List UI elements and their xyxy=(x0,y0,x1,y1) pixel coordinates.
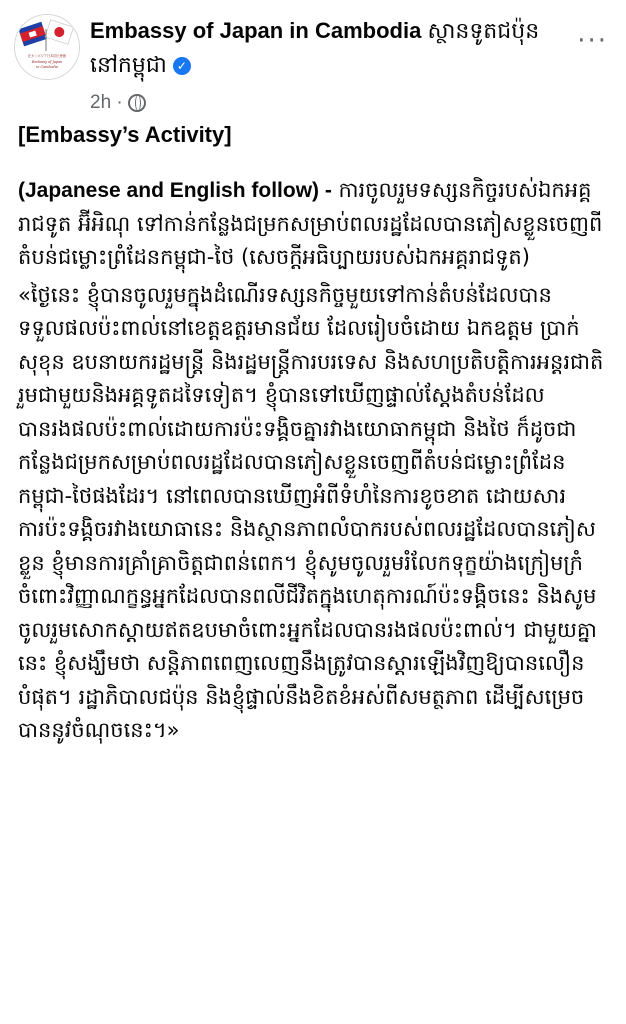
svg-text:Embassy of Japan: Embassy of Japan xyxy=(31,60,63,64)
post-body xyxy=(18,118,608,752)
public-globe-icon xyxy=(128,94,146,112)
post-quote: «ថ្ងៃនេះ ខ្ញុំបានចូលរួមក្នុងដំណើរទស្សនកិច្ចមួយទៅកាន់តំបន់ដែលបានទទួលផលប៉ះពាល់នៅខេត្តឧត្តរមានជ័យ ដែលរៀបចំដោយ ឯកឧត្តម ប្រាក់ សុខុន ឧបនាយករដ្ឋមន្ត្រី និងរដ្ឋមន្ត្រីការបរទេស និងសហប្រតិបត្តិការអន្តរជាតិ រួមជាមួយនិងអគ្គទូតដទៃទៀត។ ខ្ញុំបានទៅឃើញផ្ទាល់ស្តែងតំបន់ដែលបានរងផលប៉ះពាល់ដោយការប៉ះទង្គិចគ្នារវាងយោធាកម្ពុជា និងថៃ ក៏ដូចជាកន្លែងជម្រកសម្រាប់ពលរដ្ឋដែលបានភៀសខ្លួនចេញពីតំបន់ជម្លោះព្រំដែនកម្ពុជា-ថៃផងដែរ។ នៅពេលបានឃើញអំពីទំហំនៃការខូចខាត ដោយសារការប៉ះទង្គិចរវាងយោធានេះ និងស្ថានភាពលំបាករបស់ពលរដ្ឋដែលបានភៀសខ្លួន ខ្ញុំមានការគ្រាំគ្រាចិត្តជាពន់ពេក។ ខ្ញុំសូមចូលរួមរំលែកទុក្ខយ៉ាងក្រៀមក្រំចំពោះវិញ្ញាណក្ខន្ធអ្នកដែលបានពលីជីវិតក្នុងហេតុការណ៍ប៉ះទង្គិចនេះ និងសូមចូលរួមសោកស្តាយឥតឧបមាចំពោះអ្នកដែលបានរងផលប៉ះពាល់។ ជាមួយគ្នានេះ ខ្ញុំសង្ឃឹមថា សន្តិភាពពេញលេញនឹងត្រូវបានស្តារឡើងវិញឱ្យបានលឿនបំផុត។ រដ្ឋាភិបាលជប៉ុន និងខ្ញុំផ្ទាល់នឹងខិតខំអស់ពីសមត្ថភាព ដើម្បីសម្រេចបាននូវចំណុចនេះ។» xyxy=(18,282,604,742)
post-header xyxy=(0,0,626,120)
svg-text:在カンボジア日本国大使館: 在カンボジア日本国大使館 xyxy=(27,54,67,58)
verified-badge-icon: ✓ xyxy=(173,57,191,75)
author-name-suffix[interactable]: ស្ថានទូតជប៉ុននៅកម្ពុជា xyxy=(90,18,540,77)
post-meta xyxy=(90,92,146,114)
post-author xyxy=(90,14,560,82)
post-timestamp[interactable]: 2h xyxy=(90,92,112,113)
post-heading: [Embassy’s Activity] xyxy=(18,122,232,147)
embassy-logo-icon xyxy=(15,15,79,79)
page-avatar[interactable] xyxy=(14,14,80,80)
post-intro-bold: (Japanese and English follow) - xyxy=(18,179,332,202)
svg-text:in Cambodia: in Cambodia xyxy=(36,65,58,69)
meta-separator: · xyxy=(116,92,123,113)
more-options-button[interactable]: ··· xyxy=(577,26,608,56)
post-intro-text: ការចូលរួមទស្សនកិច្ចរបស់ឯកអគ្គរាជទូត អ៊ីអិណុ ទៅកាន់កន្លែងជម្រកសម្រាប់ពលរដ្ឋដែលបានភៀសខ្លួនចេញពីតំបន់ជម្លោះព្រំដែនកម្ពុជា-ថៃ (សេចក្តីអធិប្បាយរបស់ឯកអគ្គរាជទូត) xyxy=(18,178,603,269)
post-intro xyxy=(18,174,608,275)
author-name-link[interactable]: Embassy of Japan in Cambodia xyxy=(90,18,422,43)
